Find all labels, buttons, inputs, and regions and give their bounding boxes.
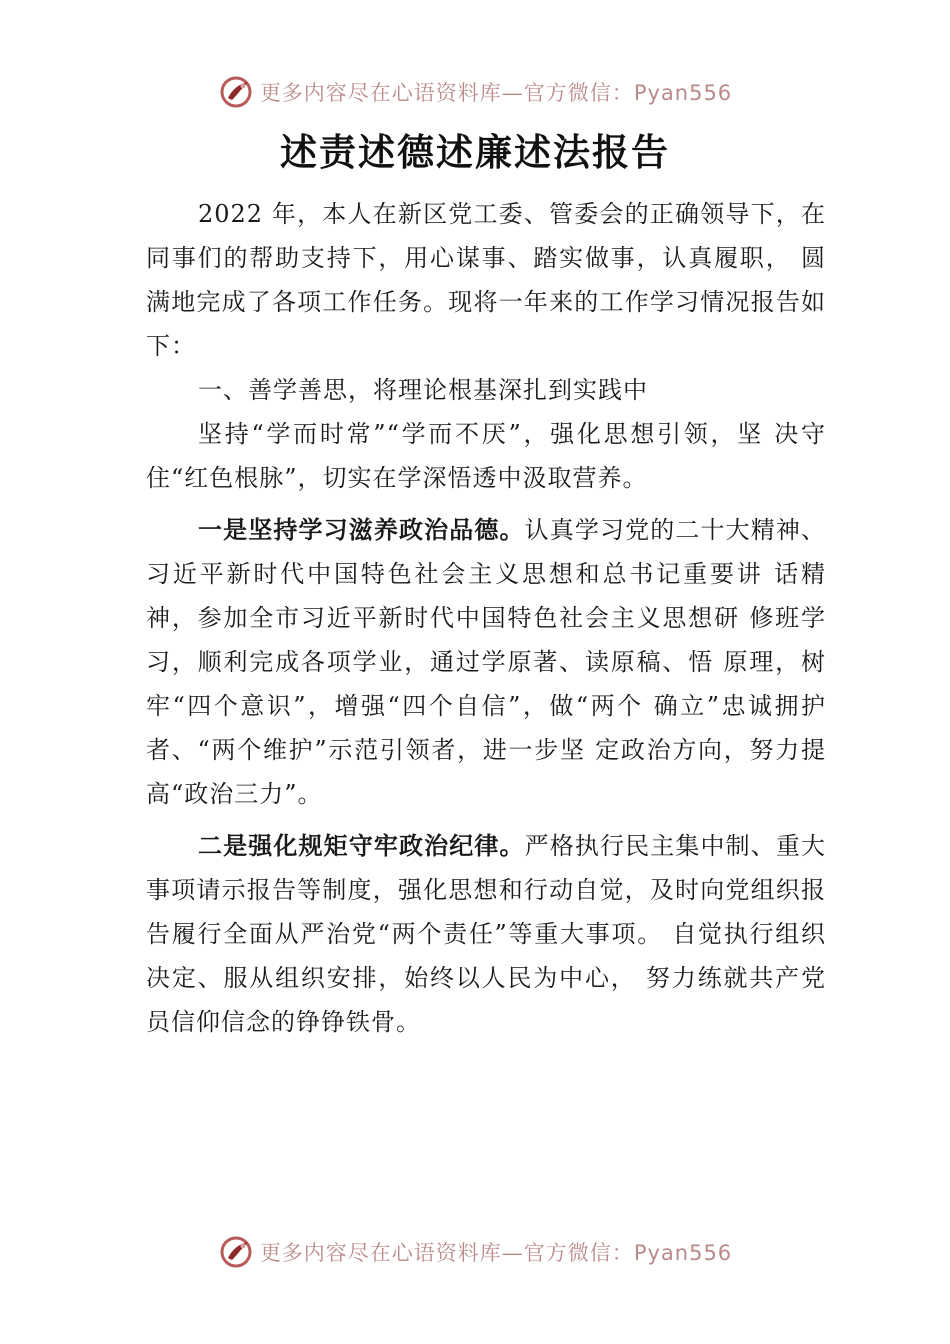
- header-banner: [0, 72, 950, 112]
- wechat-id: Pyan556: [633, 1241, 733, 1265]
- banner-text: 更多内容尽在心语资料库—官方微信：Pyan556: [259, 81, 733, 105]
- footer-banner: [0, 1232, 950, 1272]
- item-2-paragraph: [146, 824, 826, 1044]
- item-2-body: 严格执行民主集中制、重大事项请示报告等制度，强化思想和行动自觉，及时向党组织报告履行全面从严治党“两个责任”等重大事项。 自觉执行组织决定、服从组织安排，始终以人民为中心， 努力练就共产党员信仰信念的铮铮铁骨。: [146, 832, 826, 1036]
- section-paragraph: 坚持“学而时常”“学而不厌”，强化思想引领，坚 决守住“红色根脉”，切实在学深悟透中汲取营养。: [146, 420, 826, 492]
- item-1-paragraph: [146, 508, 826, 816]
- intro-paragraph: 2022 年，本人在新区党工委、管委会的正确领导下，在同事们的帮助支持下，用心谋事、踏实做事，认真履职， 圆满地完成了各项工作任务。现将一年来的工作学习情况报告如下：: [146, 200, 826, 360]
- circle-brush-logo-icon: [218, 74, 254, 110]
- section-heading: 一、善学善思，将理论根基深扎到实践中: [198, 376, 648, 404]
- item-1-body: 认真学习党的二十大精神、习近平新时代中国特色社会主义思想和总书记重要讲 话精神，参加全市习近平新时代中国特色社会主义思想研 修班学习，顺利完成各项学业，通过学原著、读原稿、悟 原理，树牢“四个意识”，增强“四个自信”，做“两个 确立”忠诚拥护者、“两个维护”示范引领者，进一步坚 定政治方向，努力提高“政治三力”。: [146, 516, 826, 808]
- item-1-lead: 一是坚持学习滋养政治品德。: [198, 516, 525, 544]
- document-body: [146, 192, 826, 1044]
- banner-text: 更多内容尽在心语资料库—官方微信：Pyan556: [259, 1241, 733, 1265]
- item-2-lead: 二是强化规矩守牢政治纪律。: [198, 832, 525, 860]
- wechat-id: Pyan556: [633, 81, 733, 105]
- circle-brush-logo-icon: [218, 1234, 254, 1270]
- document-title: 述责述德述廉述法报告: [280, 130, 670, 174]
